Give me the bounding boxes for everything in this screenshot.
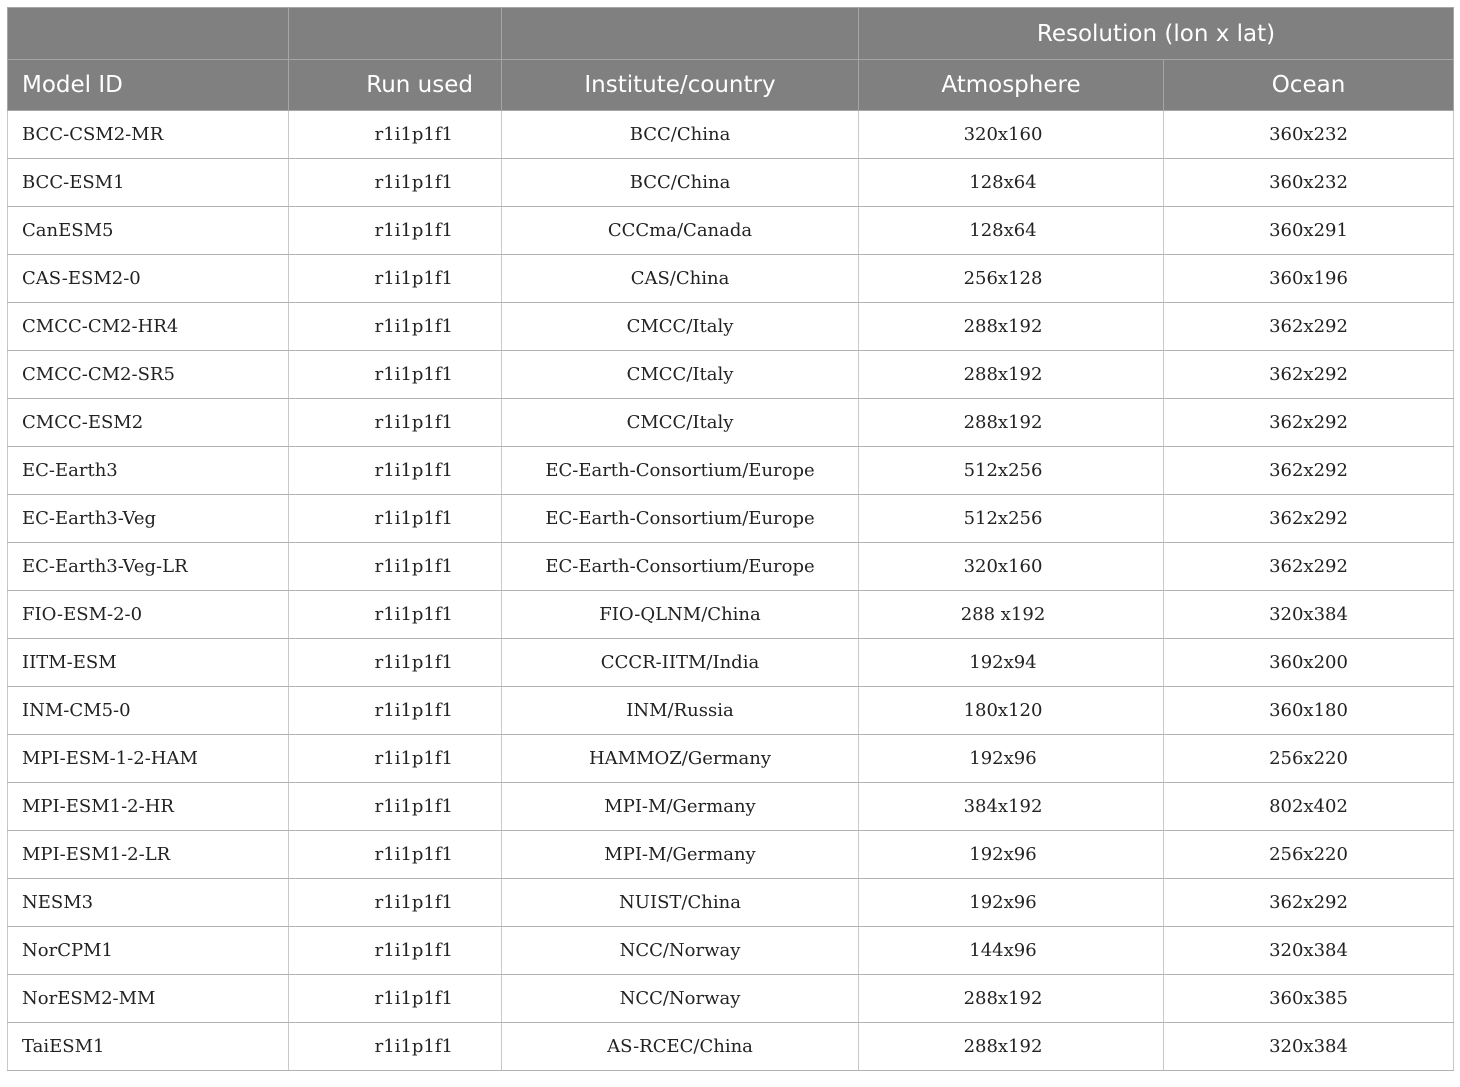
- run-used-cell: r1i1p1f1: [289, 639, 502, 687]
- institute-cell: HAMMOZ/Germany: [502, 735, 859, 783]
- model-id-cell: NorCPM1: [8, 927, 289, 975]
- ocean-cell: 362x292: [1164, 351, 1454, 399]
- run-used-cell: r1i1p1f1: [289, 1023, 502, 1071]
- atmosphere-cell: 192x96: [859, 735, 1164, 783]
- institute-cell: NCC/Norway: [502, 975, 859, 1023]
- model-id-cell: CMCC-CM2-SR5: [8, 351, 289, 399]
- run-used-cell: r1i1p1f1: [289, 255, 502, 303]
- model-id-cell: MPI-ESM1-2-LR: [8, 831, 289, 879]
- table-row: [8, 975, 1454, 1023]
- table-row: [8, 399, 1454, 447]
- atmosphere-cell: 144x96: [859, 927, 1164, 975]
- ocean-cell: 320x384: [1164, 927, 1454, 975]
- ocean-cell: 362x292: [1164, 543, 1454, 591]
- header-ocean: Ocean: [1164, 60, 1454, 111]
- institute-cell: NCC/Norway: [502, 927, 859, 975]
- ocean-cell: 360x232: [1164, 111, 1454, 159]
- table-row: [8, 447, 1454, 495]
- table-row: [8, 111, 1454, 159]
- institute-cell: EC-Earth-Consortium/Europe: [502, 543, 859, 591]
- model-id-cell: CAS-ESM2-0: [8, 255, 289, 303]
- table-header: [8, 8, 1454, 111]
- atmosphere-cell: 256x128: [859, 255, 1164, 303]
- ocean-cell: 362x292: [1164, 399, 1454, 447]
- ocean-cell: 320x384: [1164, 591, 1454, 639]
- atmosphere-cell: 192x96: [859, 879, 1164, 927]
- atmosphere-cell: 288x192: [859, 351, 1164, 399]
- ocean-cell: 362x292: [1164, 447, 1454, 495]
- table-row: [8, 687, 1454, 735]
- institute-cell: CMCC/Italy: [502, 351, 859, 399]
- header-run-used: Run used: [289, 60, 502, 111]
- institute-cell: BCC/China: [502, 111, 859, 159]
- model-id-cell: EC-Earth3-Veg: [8, 495, 289, 543]
- header-empty-cell: [8, 8, 289, 60]
- run-used-cell: r1i1p1f1: [289, 831, 502, 879]
- run-used-cell: r1i1p1f1: [289, 111, 502, 159]
- ocean-cell: 256x220: [1164, 735, 1454, 783]
- institute-cell: EC-Earth-Consortium/Europe: [502, 495, 859, 543]
- institute-cell: CCCR-IITM/India: [502, 639, 859, 687]
- model-id-cell: TaiESM1: [8, 1023, 289, 1071]
- model-id-cell: MPI-ESM-1-2-HAM: [8, 735, 289, 783]
- institute-cell: CCCma/Canada: [502, 207, 859, 255]
- model-id-cell: EC-Earth3: [8, 447, 289, 495]
- run-used-cell: r1i1p1f1: [289, 543, 502, 591]
- model-id-cell: FIO-ESM-2-0: [8, 591, 289, 639]
- atmosphere-cell: 192x96: [859, 831, 1164, 879]
- ocean-cell: 320x384: [1164, 1023, 1454, 1071]
- table-row: [8, 783, 1454, 831]
- header-institute-country: Institute/country: [502, 60, 859, 111]
- ocean-cell: 362x292: [1164, 303, 1454, 351]
- table-row: [8, 639, 1454, 687]
- ocean-cell: 362x292: [1164, 879, 1454, 927]
- table-row: [8, 351, 1454, 399]
- table-row: [8, 831, 1454, 879]
- institute-cell: NUIST/China: [502, 879, 859, 927]
- ocean-cell: 360x385: [1164, 975, 1454, 1023]
- run-used-cell: r1i1p1f1: [289, 207, 502, 255]
- atmosphere-cell: 288x192: [859, 399, 1164, 447]
- table-row: [8, 207, 1454, 255]
- run-used-cell: r1i1p1f1: [289, 495, 502, 543]
- model-id-cell: MPI-ESM1-2-HR: [8, 783, 289, 831]
- model-id-cell: CMCC-CM2-HR4: [8, 303, 289, 351]
- ocean-cell: 360x232: [1164, 159, 1454, 207]
- table-row: [8, 879, 1454, 927]
- atmosphere-cell: 320x160: [859, 111, 1164, 159]
- institute-cell: BCC/China: [502, 159, 859, 207]
- run-used-cell: r1i1p1f1: [289, 927, 502, 975]
- table-row: [8, 735, 1454, 783]
- atmosphere-cell: 384x192: [859, 783, 1164, 831]
- institute-cell: FIO-QLNM/China: [502, 591, 859, 639]
- ocean-cell: 802x402: [1164, 783, 1454, 831]
- model-id-cell: NESM3: [8, 879, 289, 927]
- institute-cell: MPI-M/Germany: [502, 831, 859, 879]
- model-id-cell: NorESM2-MM: [8, 975, 289, 1023]
- run-used-cell: r1i1p1f1: [289, 447, 502, 495]
- atmosphere-cell: 512x256: [859, 495, 1164, 543]
- atmosphere-cell: 320x160: [859, 543, 1164, 591]
- model-id-cell: BCC-ESM1: [8, 159, 289, 207]
- run-used-cell: r1i1p1f1: [289, 591, 502, 639]
- model-id-cell: IITM-ESM: [8, 639, 289, 687]
- atmosphere-cell: 192x94: [859, 639, 1164, 687]
- atmosphere-cell: 128x64: [859, 207, 1164, 255]
- header-resolution-group: Resolution (lon x lat): [859, 8, 1454, 60]
- institute-cell: EC-Earth-Consortium/Europe: [502, 447, 859, 495]
- model-id-cell: CMCC-ESM2: [8, 399, 289, 447]
- run-used-cell: r1i1p1f1: [289, 879, 502, 927]
- ocean-cell: 256x220: [1164, 831, 1454, 879]
- institute-cell: INM/Russia: [502, 687, 859, 735]
- ocean-cell: 360x291: [1164, 207, 1454, 255]
- table-row: [8, 543, 1454, 591]
- model-table: [7, 7, 1454, 1071]
- run-used-cell: r1i1p1f1: [289, 399, 502, 447]
- institute-cell: CMCC/Italy: [502, 303, 859, 351]
- model-id-cell: EC-Earth3-Veg-LR: [8, 543, 289, 591]
- institute-cell: CAS/China: [502, 255, 859, 303]
- ocean-cell: 360x180: [1164, 687, 1454, 735]
- table-row: [8, 591, 1454, 639]
- institute-cell: CMCC/Italy: [502, 399, 859, 447]
- table-row: [8, 1023, 1454, 1071]
- header-empty-cell: [502, 8, 859, 60]
- header-row-group: [8, 8, 1454, 60]
- atmosphere-cell: 180x120: [859, 687, 1164, 735]
- ocean-cell: 360x196: [1164, 255, 1454, 303]
- run-used-cell: r1i1p1f1: [289, 351, 502, 399]
- run-used-cell: r1i1p1f1: [289, 783, 502, 831]
- ocean-cell: 362x292: [1164, 495, 1454, 543]
- atmosphere-cell: 512x256: [859, 447, 1164, 495]
- run-used-cell: r1i1p1f1: [289, 687, 502, 735]
- atmosphere-cell: 288 x192: [859, 591, 1164, 639]
- header-model-id: Model ID: [8, 60, 289, 111]
- header-row-columns: [8, 60, 1454, 111]
- institute-cell: MPI-M/Germany: [502, 783, 859, 831]
- run-used-cell: r1i1p1f1: [289, 735, 502, 783]
- ocean-cell: 360x200: [1164, 639, 1454, 687]
- atmosphere-cell: 128x64: [859, 159, 1164, 207]
- run-used-cell: r1i1p1f1: [289, 159, 502, 207]
- run-used-cell: r1i1p1f1: [289, 303, 502, 351]
- table-row: [8, 159, 1454, 207]
- run-used-cell: r1i1p1f1: [289, 975, 502, 1023]
- table-body: [8, 111, 1454, 1071]
- model-id-cell: BCC-CSM2-MR: [8, 111, 289, 159]
- table-row: [8, 927, 1454, 975]
- model-id-cell: CanESM5: [8, 207, 289, 255]
- table-row: [8, 495, 1454, 543]
- institute-cell: AS-RCEC/China: [502, 1023, 859, 1071]
- table-row: [8, 303, 1454, 351]
- atmosphere-cell: 288x192: [859, 975, 1164, 1023]
- header-empty-cell: [289, 8, 502, 60]
- table-row: [8, 255, 1454, 303]
- atmosphere-cell: 288x192: [859, 303, 1164, 351]
- atmosphere-cell: 288x192: [859, 1023, 1164, 1071]
- model-id-cell: INM-CM5-0: [8, 687, 289, 735]
- header-atmosphere: Atmosphere: [859, 60, 1164, 111]
